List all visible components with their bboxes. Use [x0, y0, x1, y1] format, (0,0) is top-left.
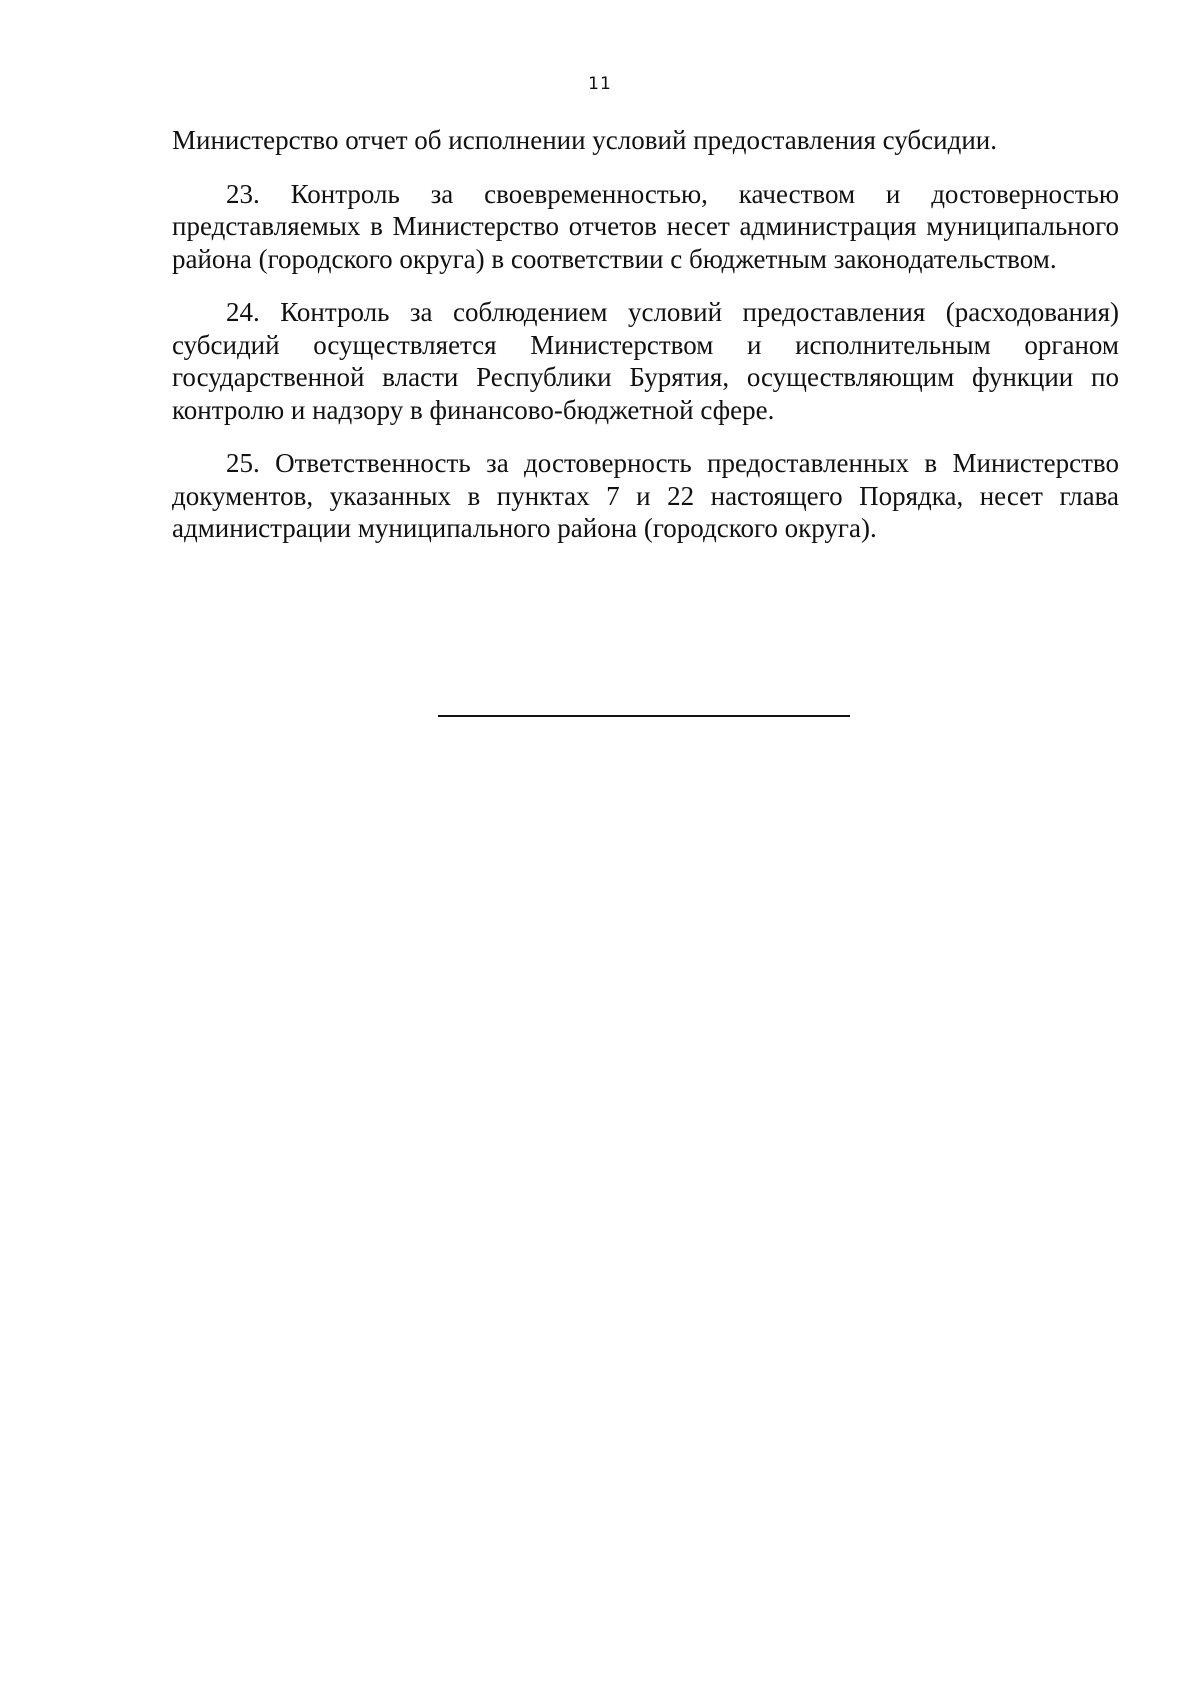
document-body — [172, 124, 1119, 566]
end-separator-line — [438, 715, 850, 717]
paragraph-item-25: 25. Ответственность за достоверность предоставленных в Министерство документов, указанных в пунктах 7 и 22 настоящего Порядка, несет глава администрации муниципального района (городского округа). — [172, 448, 1119, 543]
paragraph-continuation: Министерство отчет об исполнении условий предоставления субсидии. — [172, 125, 997, 155]
paragraph-item-24: 24. Контроль за соблюдением условий предоставления (расходования) субсидий осуществляется Министерством и исполнительным органом государственной власти Республики Бурятия, осуществляющим функции по контролю и надзору в финансово-бюджетной сфере. — [172, 297, 1119, 425]
page-number: 11 — [588, 74, 612, 94]
paragraph-item-23: 23. Контроль за своевременностью, качеством и достоверностью представляемых в Министерство отчетов несет администрация муниципального района (городского округа) в соответствии с бюджетным законодательством. — [172, 178, 1119, 274]
